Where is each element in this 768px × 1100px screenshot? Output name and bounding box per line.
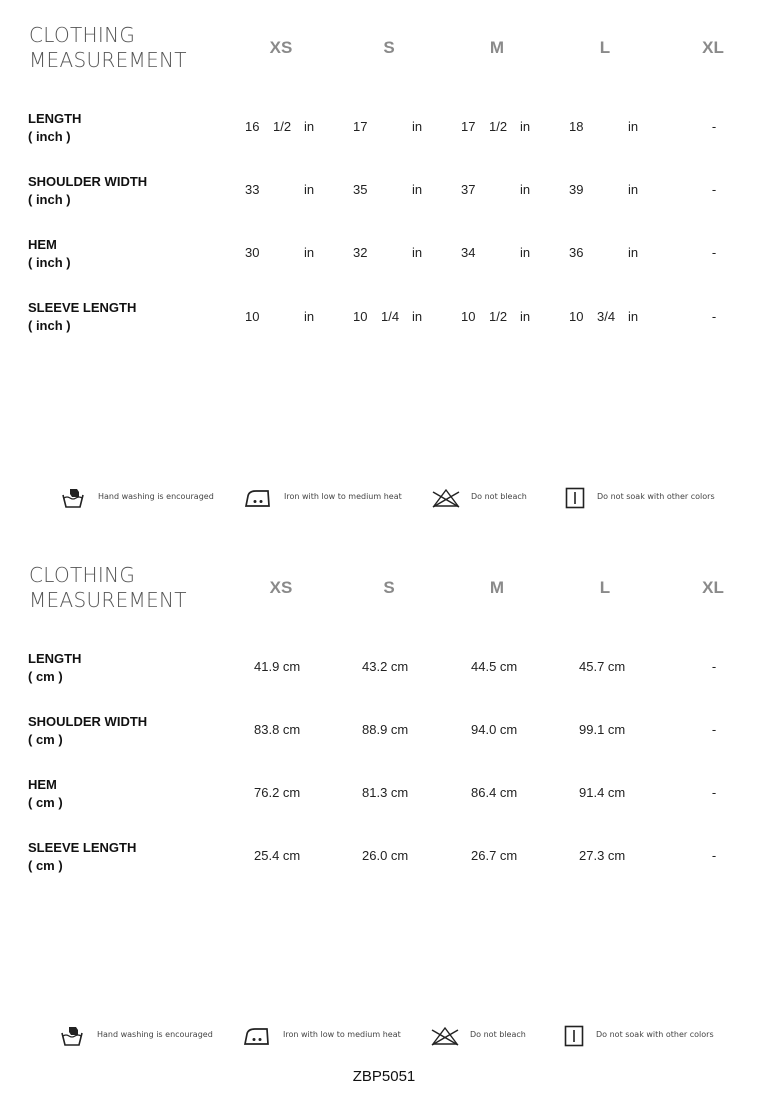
title-line-2: MEASUREMENT <box>29 48 187 72</box>
row-label-sleeve-length <box>28 839 136 874</box>
size-header-l: L <box>599 38 611 57</box>
cell-unit: in <box>412 182 423 197</box>
cell-fraction: 3/4 <box>597 309 616 324</box>
iron-low-medium-icon <box>244 488 272 508</box>
do-not-bleach-icon <box>431 487 461 509</box>
cell-unit: in <box>304 119 315 134</box>
cell-number: 10 <box>353 309 368 324</box>
cell-value: 76.2 cm <box>254 785 301 800</box>
cell-number: 33 <box>245 182 260 197</box>
cell-unit: in <box>304 245 315 260</box>
cell-unit: in <box>628 309 639 324</box>
row-label-hem <box>28 236 71 271</box>
cell-unit: in <box>628 182 639 197</box>
cell-unit: in <box>520 119 531 134</box>
row-unit: ( cm ) <box>28 857 63 873</box>
cell-number: 34 <box>461 245 476 260</box>
size-header-s: S <box>383 38 395 57</box>
cell-number: 17 <box>461 119 476 134</box>
cell-xl: - <box>711 785 717 800</box>
cell-unit: in <box>304 309 315 324</box>
size-header-m: M <box>489 578 505 597</box>
cell-unit: in <box>412 245 423 260</box>
row-label-shoulder-width <box>28 173 147 208</box>
cell-fraction: 1/2 <box>273 119 292 134</box>
row-unit: ( cm ) <box>28 668 63 684</box>
iron-low-medium-icon <box>243 1026 271 1046</box>
cell-value: 25.4 cm <box>254 848 301 863</box>
hand-wash-icon <box>60 1025 84 1047</box>
cell-fraction: 1/2 <box>489 119 508 134</box>
cell-number: 10 <box>569 309 584 324</box>
care-text: Do not soak with other colors <box>597 492 715 501</box>
cell-number: 35 <box>353 182 368 197</box>
cell-unit: in <box>520 245 531 260</box>
cell-unit: in <box>628 119 639 134</box>
do-not-soak-icon <box>565 487 585 509</box>
product-code: ZBP5051 <box>352 1068 416 1085</box>
cell-value: 45.7 cm <box>579 659 626 674</box>
cell-value: 43.2 cm <box>362 659 409 674</box>
cell-fraction: 1/2 <box>489 309 508 324</box>
cell-number: 16 <box>245 119 260 134</box>
cell-xl: - <box>711 245 717 260</box>
title-line-2: MEASUREMENT <box>29 588 187 612</box>
size-header-xl: XL <box>702 38 724 57</box>
size-header-xs: XS <box>269 578 293 597</box>
size-header-xs: XS <box>269 38 293 57</box>
row-label-length <box>28 110 81 145</box>
row-unit: ( inch ) <box>28 254 71 270</box>
cell-xl: - <box>711 182 717 197</box>
cell-unit: in <box>412 309 423 324</box>
care-instructions <box>0 485 768 513</box>
cell-xl: - <box>711 848 717 863</box>
do-not-bleach-icon <box>430 1025 460 1047</box>
cell-value: 83.8 cm <box>254 722 301 737</box>
cell-xl: - <box>711 722 717 737</box>
inch-chart-title <box>29 23 187 73</box>
row-unit: ( inch ) <box>28 317 71 333</box>
size-header-xl: XL <box>702 578 724 597</box>
cell-xl: - <box>711 119 717 134</box>
cell-number: 18 <box>569 119 584 134</box>
row-unit: ( cm ) <box>28 794 63 810</box>
row-name: SHOULDER WIDTH <box>28 174 148 189</box>
cell-value: 26.7 cm <box>471 848 518 863</box>
row-label-hem <box>28 776 63 811</box>
cell-fraction: 1/4 <box>381 309 400 324</box>
row-name: HEM <box>28 777 57 792</box>
cell-unit: in <box>304 182 315 197</box>
cell-number: 36 <box>569 245 584 260</box>
size-header-l: L <box>599 578 611 597</box>
title-line-1: CLOTHING <box>29 563 136 587</box>
cell-number: 17 <box>353 119 368 134</box>
care-text: Do not bleach <box>470 1030 526 1039</box>
cell-number: 10 <box>461 309 476 324</box>
row-name: SLEEVE LENGTH <box>28 840 137 855</box>
size-header-m: M <box>489 38 505 57</box>
size-header-s: S <box>383 578 395 597</box>
cell-unit: in <box>520 182 531 197</box>
care-text: Iron with low to medium heat <box>284 492 402 501</box>
row-label-sleeve-length <box>28 299 136 334</box>
row-label-length <box>28 650 81 685</box>
cell-number: 30 <box>245 245 260 260</box>
row-name: LENGTH <box>28 111 82 126</box>
row-label-shoulder-width <box>28 713 147 748</box>
cell-value: 41.9 cm <box>254 659 301 674</box>
care-text: Hand washing is encouraged <box>98 492 214 501</box>
cell-value: 26.0 cm <box>362 848 409 863</box>
row-unit: ( inch ) <box>28 128 71 144</box>
row-name: SLEEVE LENGTH <box>28 300 137 315</box>
cell-number: 32 <box>353 245 368 260</box>
do-not-soak-icon <box>564 1025 584 1047</box>
row-name: HEM <box>28 237 57 252</box>
cell-value: 81.3 cm <box>362 785 409 800</box>
cell-xl: - <box>711 659 717 674</box>
row-name: SHOULDER WIDTH <box>28 714 148 729</box>
cm-chart-title <box>29 563 187 613</box>
title-line-1: CLOTHING <box>29 23 136 47</box>
cell-value: 91.4 cm <box>579 785 626 800</box>
cell-unit: in <box>520 309 531 324</box>
row-unit: ( inch ) <box>28 191 71 207</box>
cell-value: 88.9 cm <box>362 722 409 737</box>
care-instructions <box>0 1023 768 1051</box>
cell-unit: in <box>628 245 639 260</box>
care-text: Hand washing is encouraged <box>97 1030 213 1039</box>
care-text: Do not soak with other colors <box>596 1030 714 1039</box>
cell-number: 10 <box>245 309 260 324</box>
cell-value: 86.4 cm <box>471 785 518 800</box>
hand-wash-icon <box>61 487 85 509</box>
cell-value: 94.0 cm <box>471 722 518 737</box>
cell-unit: in <box>412 119 423 134</box>
row-name: LENGTH <box>28 651 82 666</box>
cell-value: 44.5 cm <box>471 659 518 674</box>
care-text: Iron with low to medium heat <box>283 1030 401 1039</box>
cell-number: 37 <box>461 182 476 197</box>
care-text: Do not bleach <box>471 492 527 501</box>
cell-value: 27.3 cm <box>579 848 626 863</box>
cell-xl: - <box>711 309 717 324</box>
cell-number: 39 <box>569 182 584 197</box>
cell-value: 99.1 cm <box>579 722 626 737</box>
row-unit: ( cm ) <box>28 731 63 747</box>
